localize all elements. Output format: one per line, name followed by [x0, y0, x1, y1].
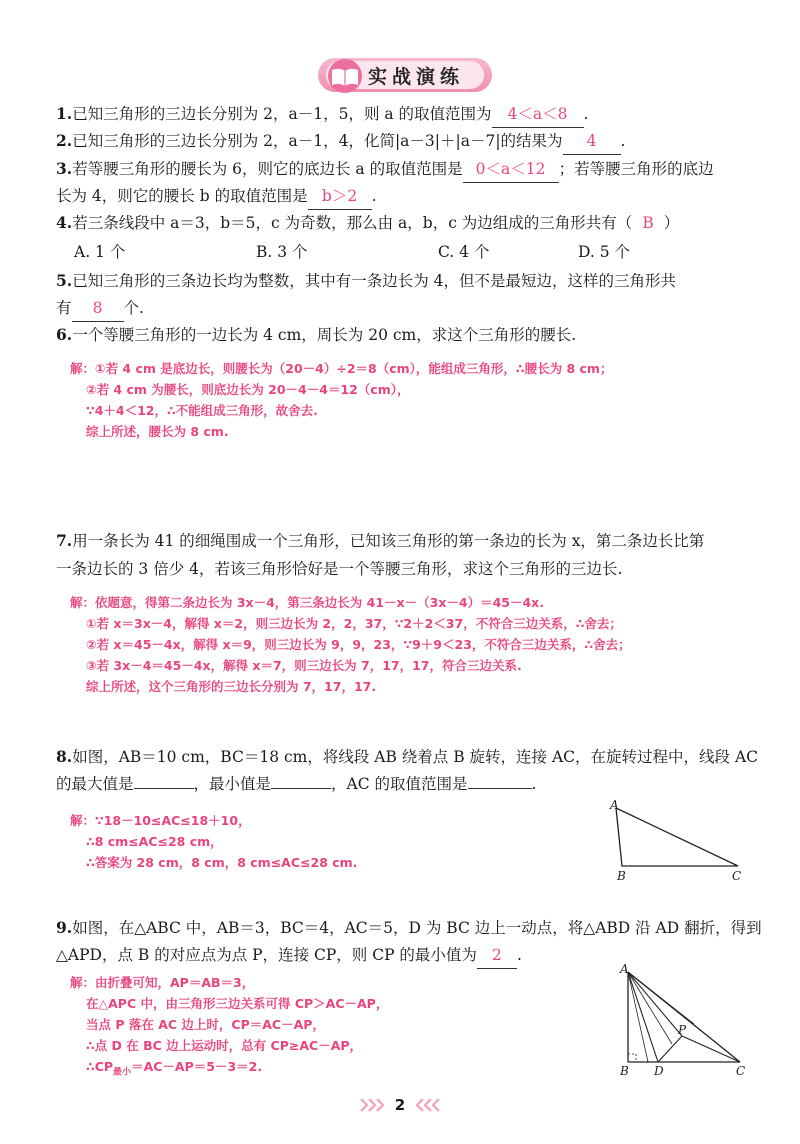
answer-blank: 0＜a＜12	[463, 156, 559, 183]
answer-blank: b＞2	[308, 183, 372, 210]
period: .	[371, 187, 377, 205]
question-number: 4.	[56, 213, 73, 232]
period: .	[620, 132, 626, 150]
question-text: 的最大值是	[56, 775, 134, 793]
question-text: 用一条长为 41 的细绳围成一个三角形，已知该三角形的第一条边的长为 x，第二条边长比第	[72, 532, 705, 550]
solution-line: ∴8 cm≤AC≤28 cm，	[86, 834, 223, 849]
question-number: 7.	[56, 531, 73, 550]
question-text: 已知三角形的三边长分别为 2，a－1，5，则 a 的取值范围为	[72, 105, 492, 123]
answer-blank-max	[134, 788, 194, 789]
option-b: B. 3 个	[256, 243, 308, 261]
question-number: 5.	[56, 271, 73, 290]
question-text: 已知三角形的三条边长均为整数，其中有一条边长为 4，但不是最短边，这样的三角形共	[72, 272, 676, 290]
solution-line: 解：由折叠可知，AP＝AB＝3，	[70, 975, 255, 990]
answer-blank-min	[271, 788, 331, 789]
solution-line: 当点 P 落在 AC 边上时，CP＝AC－AP，	[86, 1017, 325, 1032]
question-number: 8.	[56, 747, 73, 766]
label-c: C	[736, 1064, 746, 1078]
subscript: 最小	[113, 1067, 132, 1078]
page-footer	[355, 1092, 445, 1118]
option-a: A. 1 个	[74, 243, 126, 261]
question-text: 如图，在△ABC 中，AB＝3，BC＝4，AC＝5，D 为 BC 边上一动点，将△ABD 沿 AD 翻折，得到	[72, 919, 762, 937]
solution-9	[70, 972, 388, 1084]
label-c: C	[732, 869, 742, 883]
period: .	[531, 775, 537, 793]
question-text: ；若等腰三角形的底边	[558, 160, 714, 178]
solution-line: ③若 3x－4＝45－4x，解得 x＝7，则三边长为 7，17，17，符合三边关系.	[86, 658, 522, 673]
question-text: 有	[56, 299, 72, 317]
question-number: 3.	[56, 159, 73, 178]
solution-line: ①若 x＝3x－4，解得 x＝2，则三边长为 2，2，37，∵2＋2＜37，不符合三边关系，∴舍去；	[86, 616, 622, 631]
period: .	[516, 946, 522, 964]
figure-8-triangle	[600, 798, 750, 884]
header-title: 实战演练	[368, 66, 465, 88]
question-text: 若等腰三角形的腰长为 6，则它的底边长 a 的取值范围是	[72, 160, 463, 178]
question-7-line-2	[56, 556, 622, 582]
solution-line: 在△APC 中，由三角形三边关系可得 CP＞AC－AP，	[86, 996, 389, 1011]
question-text: △APD，点 B 的对应点为点 P，连接 CP，则 CP 的最小值为	[56, 946, 477, 964]
question-4	[56, 210, 679, 236]
solution-line: ∵4＋4＜12，∴不能组成三角形，故舍去.	[86, 403, 318, 418]
period: .	[583, 105, 589, 123]
question-6	[56, 322, 576, 348]
text: ＝AC－AP＝5－3＝2.	[131, 1059, 263, 1074]
solution-line: 综上所述，腰长为 8 cm.	[86, 424, 229, 439]
question-text: 如图，AB＝10 cm，BC＝18 cm，将线段 AB 绕着点 B 旋转，连接 AC，在旋转过程中，线段 AC	[72, 748, 759, 766]
solution-7	[70, 592, 631, 697]
question-2	[56, 128, 625, 155]
label-d: D	[654, 1064, 664, 1078]
question-text: 已知三角形的三边长分别为 2，a－1，4，化简|a－3|＋|a－7|的结果为	[72, 132, 563, 150]
question-number: 2.	[56, 131, 73, 150]
label-b: B	[620, 1064, 629, 1078]
answer-blank: 8	[72, 295, 124, 322]
question-text: ，AC 的取值范围是	[331, 775, 468, 793]
text: ∴CP	[86, 1059, 114, 1074]
label-a: A	[610, 798, 619, 812]
question-8-line-1	[56, 744, 758, 770]
figure-9-triangle	[612, 962, 758, 1078]
solution-8	[70, 810, 357, 873]
book-icon	[323, 58, 367, 94]
question-1	[56, 101, 588, 128]
solution-line: ∴点 D 在 BC 边上运动时，总有 CP≥AC－AP，	[86, 1038, 363, 1053]
question-number: 9.	[56, 918, 73, 937]
question-9-line-2	[56, 942, 522, 969]
section-header	[0, 54, 800, 98]
question-5-line-2	[56, 295, 144, 322]
question-5-line-1	[56, 268, 676, 294]
option-c: C. 4 个	[438, 243, 490, 261]
option-d: D. 5 个	[578, 243, 631, 261]
question-text: 一条边长的 3 倍少 4，若该三角形恰好是一个等腰三角形，求这个三角形的三边长.	[56, 560, 623, 578]
answer-blank: 4＜a＜8	[492, 101, 584, 128]
question-number: 1.	[56, 104, 73, 123]
question-text: ，最小值是	[193, 775, 272, 793]
answer-blank: 4	[563, 128, 621, 155]
question-text: 若三条线段中 a＝3，b＝5，c 为奇数，那么由 a，b，c 为边组成的三角形共有（	[72, 214, 633, 232]
page-number: 2	[394, 1096, 406, 1114]
question-3-line-1	[56, 156, 714, 183]
answer-choice: B	[642, 214, 654, 232]
question-text: 一个等腰三角形的一边长为 4 cm，周长为 20 cm，求这个三角形的腰长.	[72, 326, 577, 344]
question-9-line-1	[56, 915, 762, 941]
question-7-line-1	[56, 528, 704, 554]
label-p: P	[678, 1023, 687, 1037]
solution-6	[70, 358, 612, 442]
close-paren: ）	[663, 214, 680, 232]
label-b: B	[617, 869, 626, 883]
label-a: A	[620, 962, 629, 976]
solution-line: ②若 4 cm 为腰长，则底边长为 20－4－4＝12（cm），	[86, 382, 410, 397]
solution-line: 解：①若 4 cm 是底边长，则腰长为（20－4）÷2＝8（cm），能组成三角形，∴腰长为 8 cm；	[70, 361, 613, 376]
answer-blank-range	[468, 788, 532, 789]
question-number: 6.	[56, 325, 73, 344]
answer-blank: 2	[477, 942, 517, 969]
solution-line: 解：∵18－10≤AC≤18＋10，	[70, 813, 251, 828]
question-3-line-2	[56, 183, 377, 210]
solution-line: ②若 x＝45－4x，解得 x＝9，则三边长为 9，9，23，∵9＋9＜23，不符合三边关系，∴舍去；	[86, 637, 631, 652]
question-text: 长为 4，则它的腰长 b 的取值范围是	[56, 187, 308, 205]
solution-line: ∴答案为 28 cm，8 cm，8 cm≤AC≤28 cm.	[86, 855, 358, 870]
solution-line: 解：依题意，得第二条边长为 3x－4，第三条边长为 41－x－（3x－4）＝45－4x.	[70, 595, 544, 610]
solution-line	[70, 1056, 388, 1084]
question-8-line-2	[56, 771, 536, 797]
question-text: 个.	[123, 299, 144, 317]
solution-line: 综上所述，这个三角形的三边长分别为 7，17，17.	[86, 679, 377, 694]
